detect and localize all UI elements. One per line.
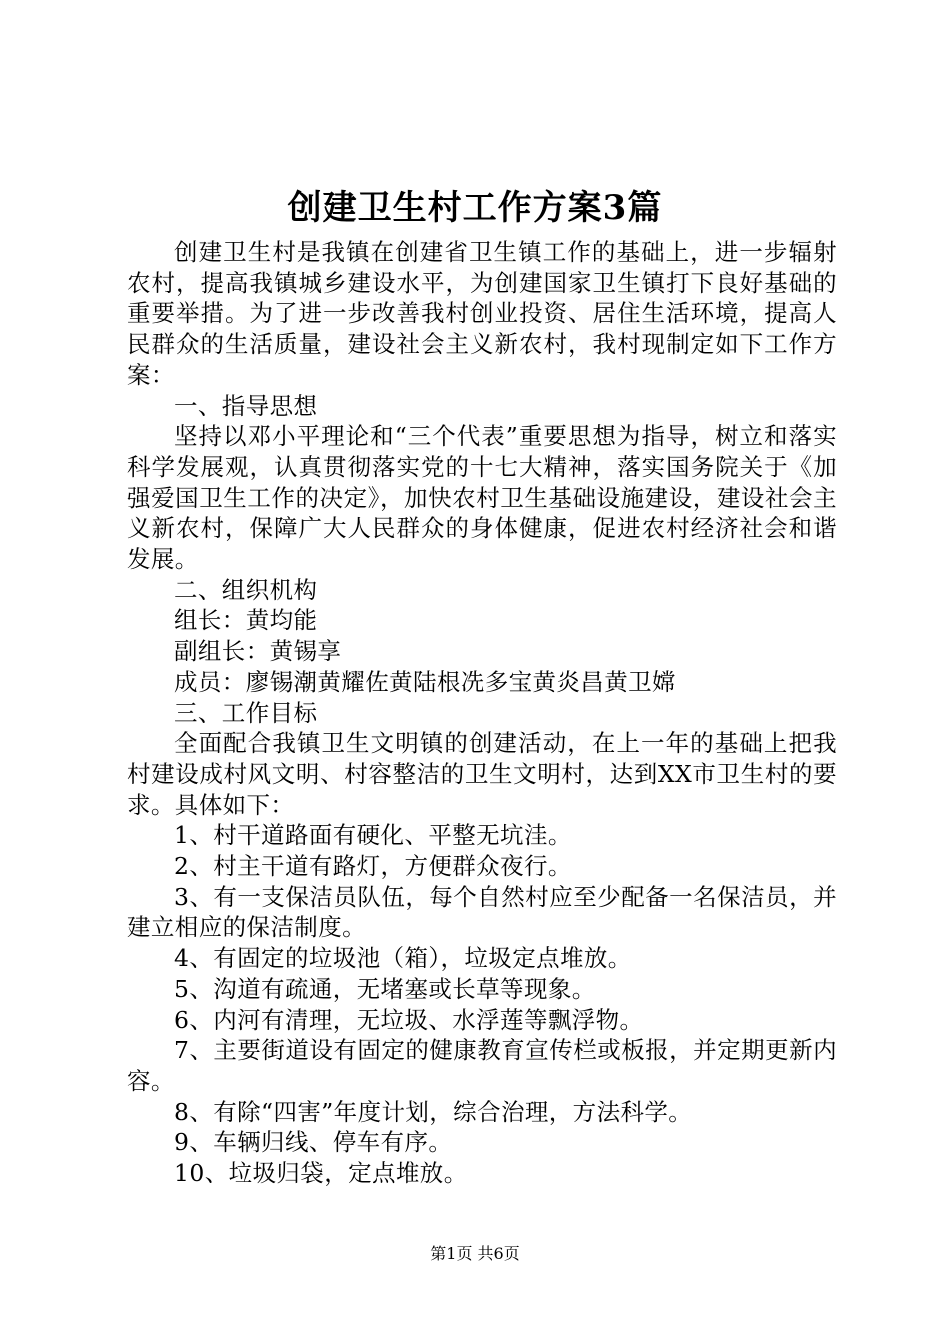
paragraph-group-leader: 组长：黄均能 <box>174 606 318 635</box>
paragraph-intro: 创建卫生村是我镇在创建省卫生镇工作的基础上，进一步辐射农村，提高我镇城乡建设水平，为创建国家卫生镇打下良好基础的重要举措。为了进一步改善我村创业投资、居住生活环境，提高人民群众的生活质量，建设社会主义新农村，我村现制定如下工作方案： <box>127 238 837 389</box>
page-number-footer: 第1页 共6页 <box>430 1244 520 1263</box>
list-item-goal-4: 4、有固定的垃圾池（箱），垃圾定点堆放。 <box>174 944 632 973</box>
paragraph-guiding-ideology: 坚持以邓小平理论和“三个代表”重要思想为指导，树立和落实科学发展观，认真贯彻落实党的十七大精神，落实国务院关于《加强爱国卫生工作的决定》，加快农村卫生基础设施建设，建设社会主义新农村，保障广大人民群众的身体健康，促进农村经济社会和谐发展。 <box>127 422 837 574</box>
paragraph-members: 成员：廖锡潮黄耀佐黄陆根冼多宝黄炎昌黄卫嫦 <box>174 667 676 696</box>
list-item-goal-2: 2、村主干道有路灯，方便群众夜行。 <box>174 852 572 881</box>
document-title: 创建卫生村工作方案3篇 <box>287 188 663 228</box>
section-heading-guiding-ideology: 一、指导思想 <box>174 391 318 420</box>
list-item-goal-5: 5、沟道有疏通，无堵塞或长草等现象。 <box>174 974 596 1003</box>
section-heading-work-goals: 三、工作目标 <box>174 698 318 727</box>
document-body <box>127 237 837 1189</box>
list-item-goal-1: 1、村干道路面有硬化、平整无坑洼。 <box>174 821 572 850</box>
list-item-goal-3: 3、有一支保洁员队伍，每个自然村应至少配备一名保洁员，并建立相应的保洁制度。 <box>127 882 837 942</box>
paragraph-deputy-leader: 副组长：黄锡享 <box>174 637 342 666</box>
list-item-goal-6: 6、内河有清理，无垃圾、水浮莲等飘浮物。 <box>174 1005 644 1034</box>
paragraph-work-goals: 全面配合我镇卫生文明镇的创建活动，在上一年的基础上把我村建设成村风文明、村容整洁的卫生文明村，达到XX市卫生村的要求。具体如下： <box>127 729 837 819</box>
list-item-goal-8: 8、有除“四害”年度计划，综合治理，方法科学。 <box>174 1097 693 1126</box>
list-item-goal-9: 9、车辆归线、停车有序。 <box>174 1128 453 1157</box>
list-item-goal-10: 10、垃圾归袋，定点堆放。 <box>174 1159 468 1188</box>
list-item-goal-7: 7、主要街道设有固定的健康教育宣传栏或板报，并定期更新内容。 <box>127 1036 837 1095</box>
section-heading-organization: 二、组织机构 <box>174 575 318 604</box>
